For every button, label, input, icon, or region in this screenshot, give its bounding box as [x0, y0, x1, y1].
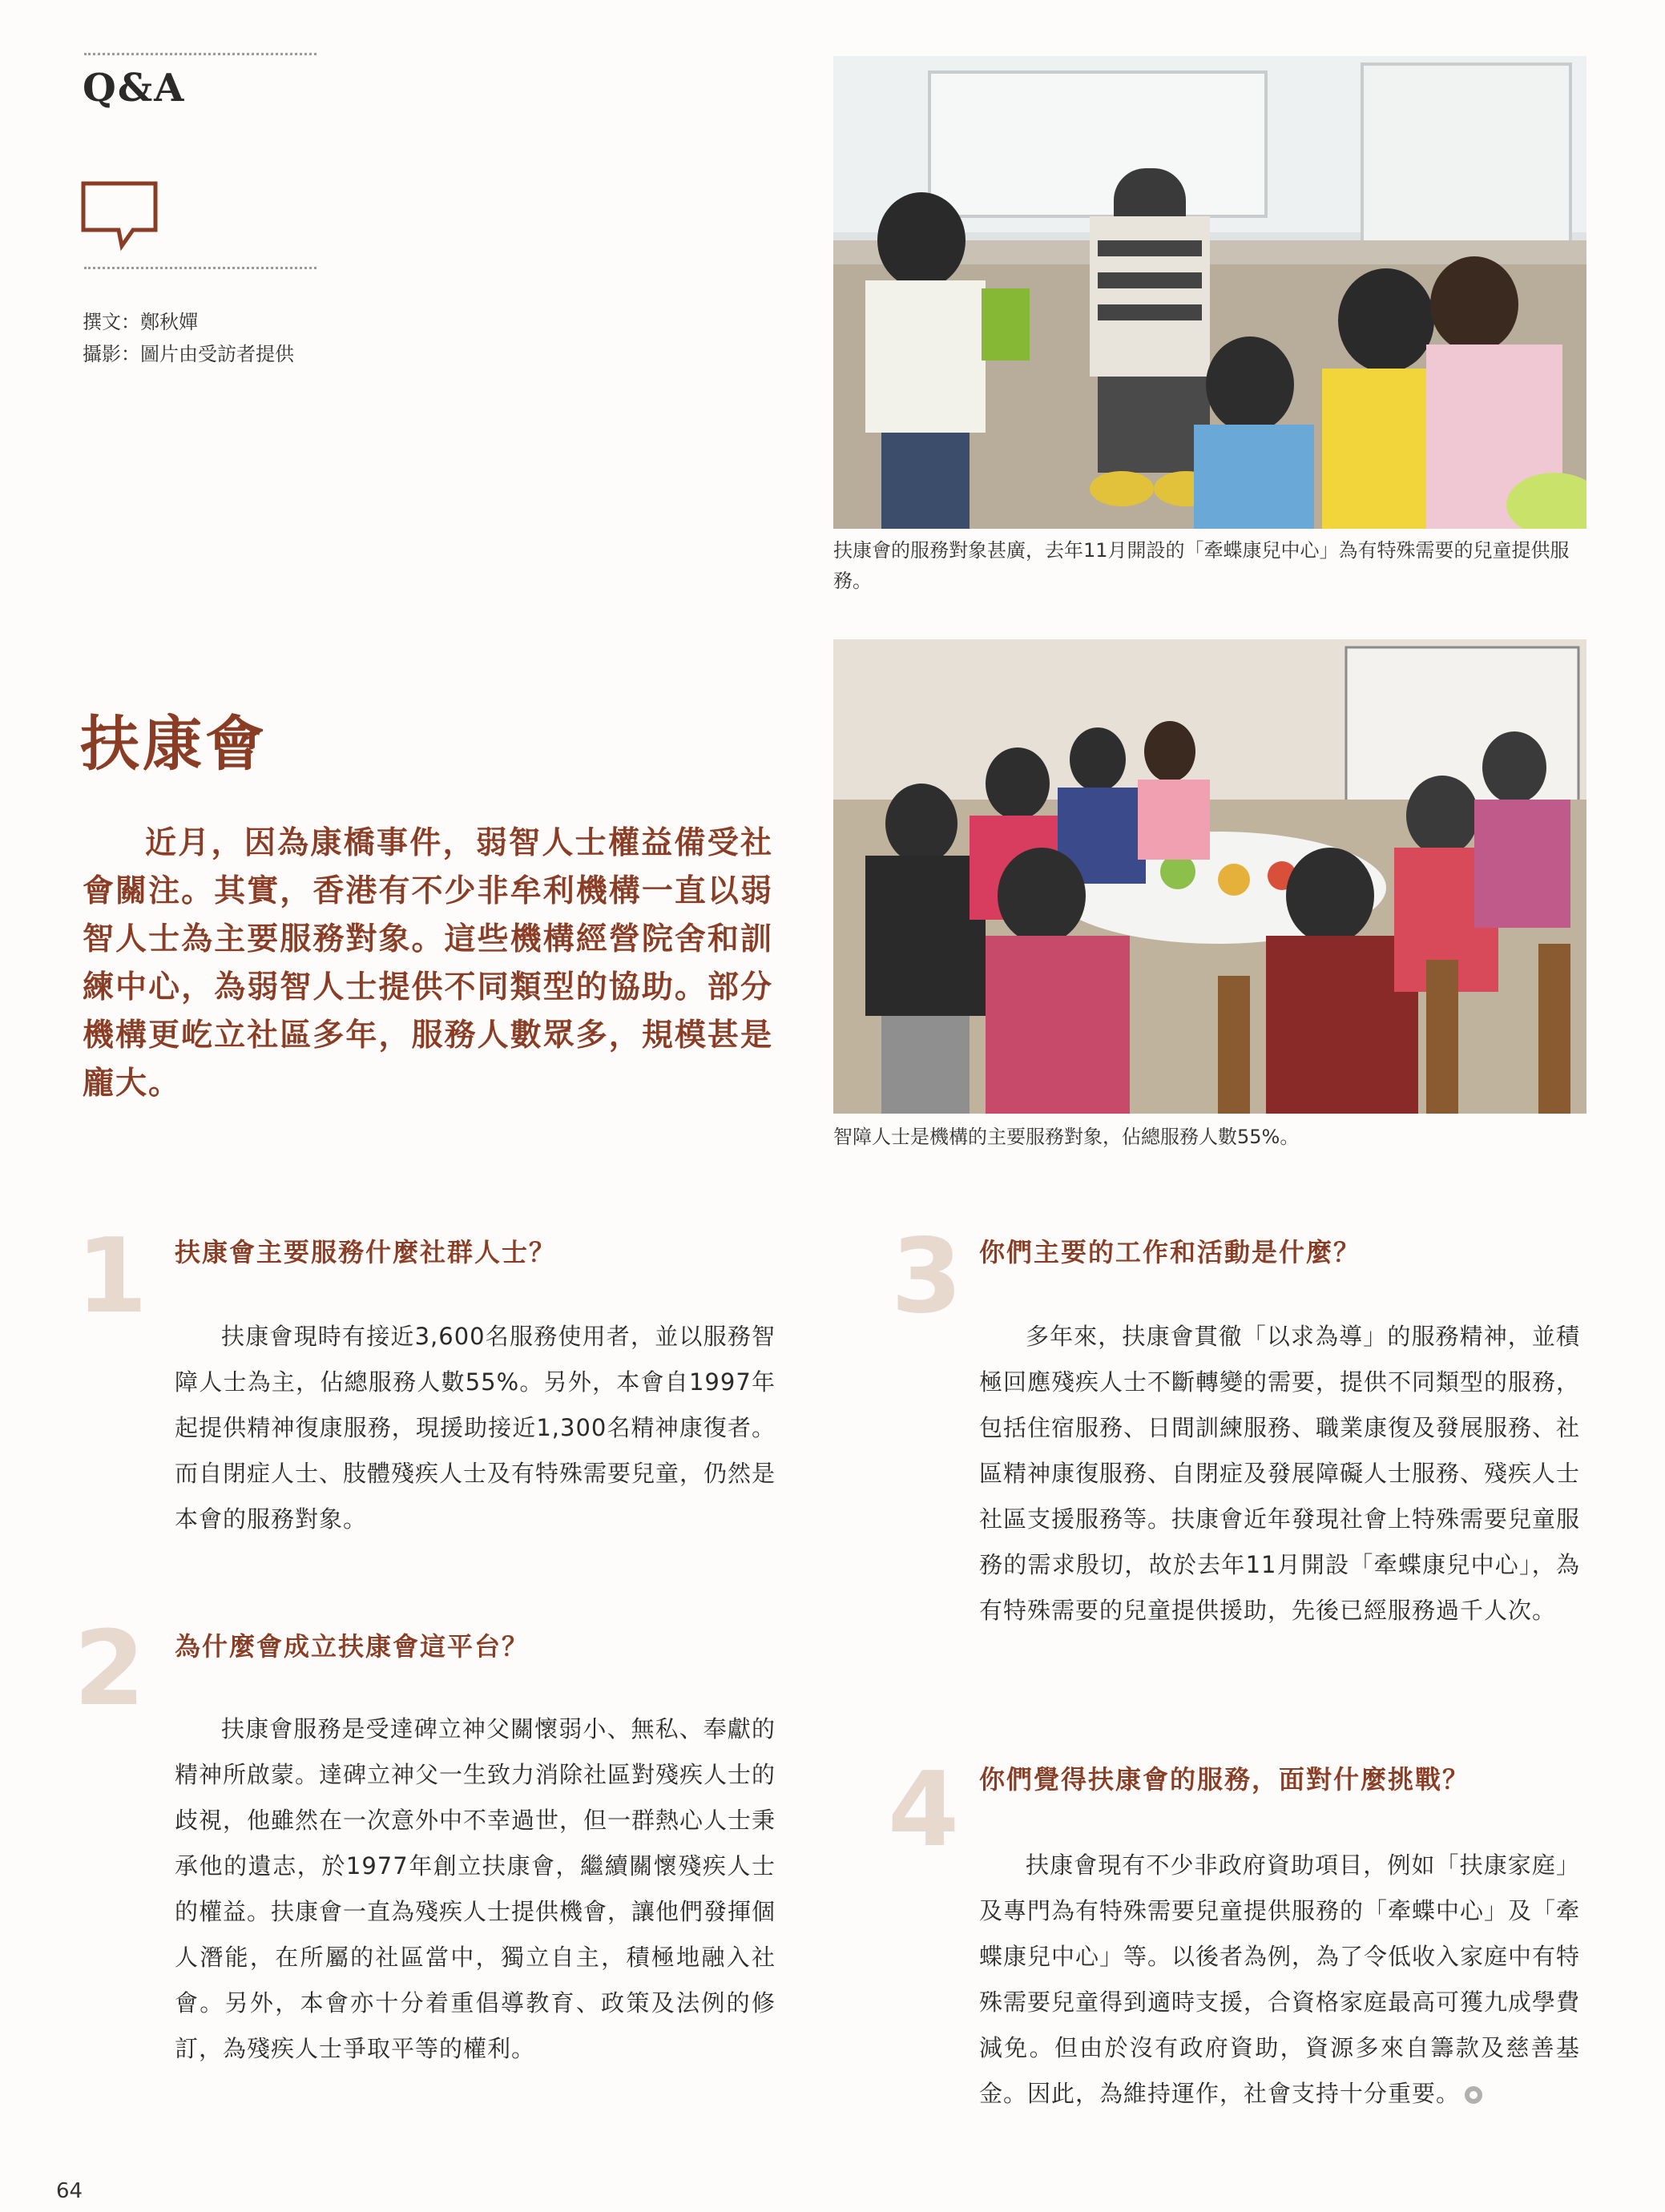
question-title-2: 為什麼會成立扶康會這平台？	[175, 1631, 530, 1662]
section-label: Q&A	[83, 66, 186, 111]
credit-photo: 攝影：圖片由受訪者提供	[83, 343, 294, 365]
photo-caption-1: 扶康會的服務對象甚廣，去年11月開設的「牽蝶康兒中心」為有特殊需要的兒童提供服務。	[833, 539, 1570, 592]
credit-writer: 撰文：鄭秋嬋	[83, 311, 198, 333]
question-number-4: 4	[888, 1751, 960, 1870]
photo-caption-2: 智障人士是機構的主要服務對象，佔總服務人數55%。	[833, 1126, 1300, 1148]
question-title-4: 你們覺得扶康會的服務，面對什麼挑戰？	[979, 1764, 1470, 1795]
question-number-2: 2	[74, 1610, 146, 1729]
photo-children-centre	[833, 56, 1586, 529]
answer-4	[979, 1843, 1580, 2117]
question-number-3: 3	[891, 1217, 963, 1336]
header-rule-top	[84, 53, 316, 55]
photo-dining-table	[833, 639, 1586, 1114]
answer-4-text: 扶康會現有不少非政府資助項目，例如「扶康家庭」及專門為有特殊需要兒童提供服務的「牽蝶中心」及「牽蝶康兒中心」等。以後者為例，為了令低收入家庭中有特殊需要兒童得到適時支援，合資格家庭最高可獲九成學費減免。但由於沒有政府資助，資源多來自籌款及慈善基金。因此，為維持運作，社會支持十分重要。	[979, 1851, 1581, 2107]
question-number-1: 1	[76, 1217, 148, 1336]
answer-3: 多年來，扶康會貫徹「以求為導」的服務精神，並積極回應殘疾人士不斷轉變的需要，提供不同類型的服務，包括住宿服務、日間訓練服務、職業康復及發展服務、社區精神康復服務、自閉症及發展障礙人士服務、殘疾人士社區支援服務等。扶康會近年發現社會上特殊需要兒童服務的需求殷切，故於去年11月開設「牽蝶康兒中心」，為有特殊需要的兒童提供援助，先後已經服務過千人次。	[979, 1323, 1581, 1624]
credits	[83, 306, 294, 370]
speech-bubble-icon	[80, 180, 160, 256]
article-title: 扶康會	[80, 710, 268, 779]
answer-1: 扶康會現時有接近3,600名服務使用者，並以服務智障人士為主，佔總服務人數55%。另外，本會自1997年起提供精神復康服務，現援助接近1,300名精神康復者。而自閉症人士、肢體殘疾人士及有特殊需要兒童，仍然是本會的服務對象。	[175, 1323, 776, 1533]
header-rule-bottom	[84, 267, 316, 269]
answer-2: 扶康會服務是受達碑立神父關懷弱小、無私、奉獻的精神所啟蒙。達碑立神父一生致力消除社區對殘疾人士的歧視，他雖然在一次意外中不幸過世，但一群熱心人士秉承他的遺志，於1977年創立扶康會，繼續關懷殘疾人士的權益。扶康會一直為殘疾人士提供機會，讓他們發揮個人潛能，在所屬的社區當中，獨立自主，積極地融入社會。另外，本會亦十分着重倡導教育、政策及法例的修訂，為殘疾人士爭取平等的權利。	[175, 1715, 776, 2062]
page-number: 64	[56, 2179, 83, 2203]
question-title-1: 扶康會主要服務什麼社群人士？	[175, 1237, 557, 1267]
question-title-3: 你們主要的工作和活動是什麼？	[979, 1237, 1361, 1267]
article-intro: 近月，因為康橋事件，弱智人士權益備受社會關注。其實，香港有不少非牟利機構一直以弱智人士為主要服務對象。這些機構經營院舍和訓練中心，為弱智人士提供不同類型的協助。部分機構更屹立社區多年，服務人數眾多，規模甚是龐大。	[83, 824, 773, 1102]
end-mark-icon	[1465, 2086, 1482, 2104]
